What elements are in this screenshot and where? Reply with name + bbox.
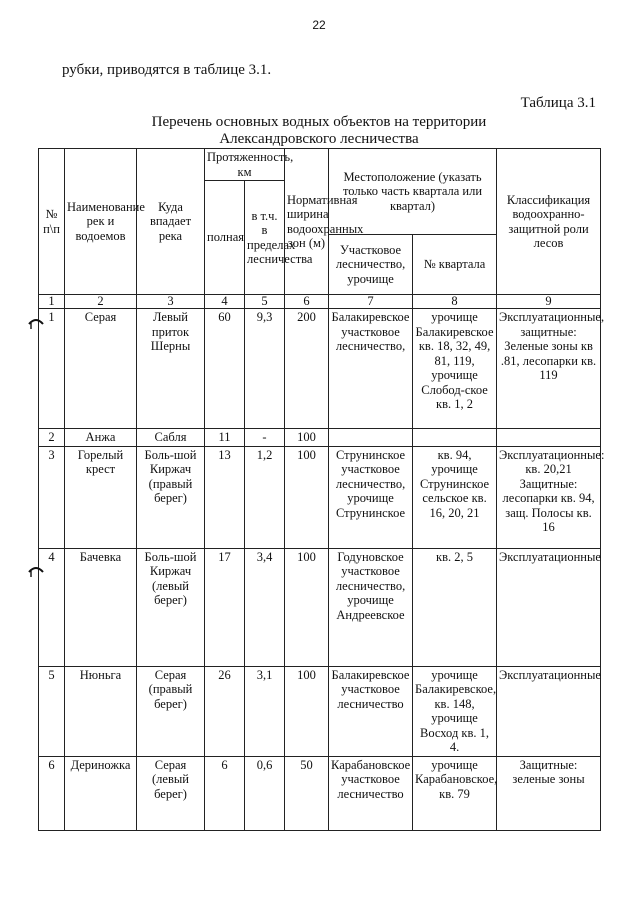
cell-district: Годуновское участковое лесничество, урочище Андреевское xyxy=(329,548,413,666)
cell-flows-into: Серая (правый берег) xyxy=(137,666,205,756)
water-objects-table xyxy=(38,148,605,831)
cell-length-full: 13 xyxy=(205,446,245,548)
cell-district: Карабановское участковое лесничество xyxy=(329,756,413,830)
cell-classification xyxy=(497,429,601,447)
table-row xyxy=(39,548,601,666)
margin-mark-icon xyxy=(28,563,44,577)
cell-district: Балакиревское участковое лесничество xyxy=(329,666,413,756)
header-classification: Классификация водоохранно-защитной роли лесов xyxy=(497,149,601,295)
column-number: 3 xyxy=(137,295,205,309)
cell-num: 5 xyxy=(39,666,65,756)
header-flows-into: Куда впадает река xyxy=(137,149,205,295)
cell-flows-into: Серая (левый берег) xyxy=(137,756,205,830)
cell-quarter: кв. 94, урочище Струнинское сельское кв. 16, 20, 21 xyxy=(413,446,497,548)
header-location-district: Участковое лесничество, урочище xyxy=(329,235,413,295)
header-name: Наименование рек и водоемов xyxy=(65,149,137,295)
table-title xyxy=(0,114,638,148)
table-row xyxy=(39,756,601,830)
cell-classification: Эксплуатационные xyxy=(497,666,601,756)
header-num: № п\п xyxy=(39,149,65,295)
table-title-line-1: Перечень основных водных объектов на территории xyxy=(151,114,487,130)
column-number-row xyxy=(39,295,601,309)
cell-length-within: 1,2 xyxy=(245,446,285,548)
header-length-full: полная xyxy=(205,181,245,295)
table-row xyxy=(39,666,601,756)
cell-width: 50 xyxy=(285,756,329,830)
cell-quarter: кв. 2, 5 xyxy=(413,548,497,666)
cell-classification: Защитные: зеленые зоны xyxy=(497,756,601,830)
cell-name: Дериножка xyxy=(65,756,137,830)
table-row xyxy=(39,309,601,429)
cell-district: Балакиревское участковое лесничество, xyxy=(329,309,413,429)
cell-name: Серая xyxy=(65,309,137,429)
cell-quarter: урочище Балакиревское кв. 18, 32, 49, 81, 119, урочище Слобод-ское кв. 1, 2 xyxy=(413,309,497,429)
column-number: 1 xyxy=(39,295,65,309)
cell-length-full: 17 xyxy=(205,548,245,666)
cell-name: Анжа xyxy=(65,429,137,447)
table-row xyxy=(39,446,601,548)
cell-district xyxy=(329,429,413,447)
cell-name: Нюньга xyxy=(65,666,137,756)
table-label: Таблица 3.1 xyxy=(520,95,596,111)
header-length-group: Протяженность, км xyxy=(205,149,285,181)
cell-width: 100 xyxy=(285,429,329,447)
column-number: 5 xyxy=(245,295,285,309)
cell-flows-into: Боль-шой Киржач (правый берег) xyxy=(137,446,205,548)
column-number: 4 xyxy=(205,295,245,309)
cell-flows-into: Сабля xyxy=(137,429,205,447)
cell-length-within: 0,6 xyxy=(245,756,285,830)
column-number: 8 xyxy=(413,295,497,309)
cell-length-within: - xyxy=(245,429,285,447)
cell-quarter xyxy=(413,429,497,447)
cell-width: 100 xyxy=(285,548,329,666)
column-number: 2 xyxy=(65,295,137,309)
cell-name: Бачевка xyxy=(65,548,137,666)
cell-quarter: урочище Балакиревское, кв. 148, урочище Восход кв. 1, 4. xyxy=(413,666,497,756)
cell-length-within: 9,3 xyxy=(245,309,285,429)
cell-length-full: 6 xyxy=(205,756,245,830)
cell-num: 4 xyxy=(39,548,65,666)
cell-width: 100 xyxy=(285,666,329,756)
cell-classification: Эксплуатационные: кв. 20,21 Защитные: лесопарки кв. 94, защ. Полосы кв. 16 xyxy=(497,446,601,548)
cell-length-within: 3,1 xyxy=(245,666,285,756)
cell-width: 200 xyxy=(285,309,329,429)
lead-paragraph: рубки, приводятся в таблице 3.1. xyxy=(62,62,272,78)
cell-district: Струнинское участковое лесничество, урочище Струнинское xyxy=(329,446,413,548)
cell-width: 100 xyxy=(285,446,329,548)
header-location-quarter: № квартала xyxy=(413,235,497,295)
cell-flows-into: Боль-шой Киржач (левый берег) xyxy=(137,548,205,666)
table-title-line-2: Александровского лесничества xyxy=(219,131,419,147)
cell-length-full: 60 xyxy=(205,309,245,429)
page-number: 22 xyxy=(312,18,326,32)
table-row xyxy=(39,429,601,447)
cell-length-full: 11 xyxy=(205,429,245,447)
cell-name: Горелый крест xyxy=(65,446,137,548)
cell-flows-into: Левый приток Шерны xyxy=(137,309,205,429)
cell-classification: Эксплуатационные, защитные: Зеленые зоны кв .81, лесопарки кв. 119 xyxy=(497,309,601,429)
column-number: 7 xyxy=(329,295,413,309)
cell-num: 3 xyxy=(39,446,65,548)
column-number: 9 xyxy=(497,295,601,309)
header-width: Нормативная ширина водоохранных зон (м) xyxy=(285,149,329,295)
header-length-within: в т.ч. в пределах лесничества xyxy=(245,181,285,295)
cell-length-full: 26 xyxy=(205,666,245,756)
header-location-group: Местоположение (указать только часть квартала или квартал) xyxy=(329,149,497,235)
cell-quarter: урочище Карабановское, кв. 79 xyxy=(413,756,497,830)
column-number: 6 xyxy=(285,295,329,309)
cell-num: 1 xyxy=(39,309,65,429)
margin-mark-icon xyxy=(28,315,44,329)
cell-classification: Эксплуатационные xyxy=(497,548,601,666)
cell-num: 2 xyxy=(39,429,65,447)
cell-num: 6 xyxy=(39,756,65,830)
cell-length-within: 3,4 xyxy=(245,548,285,666)
